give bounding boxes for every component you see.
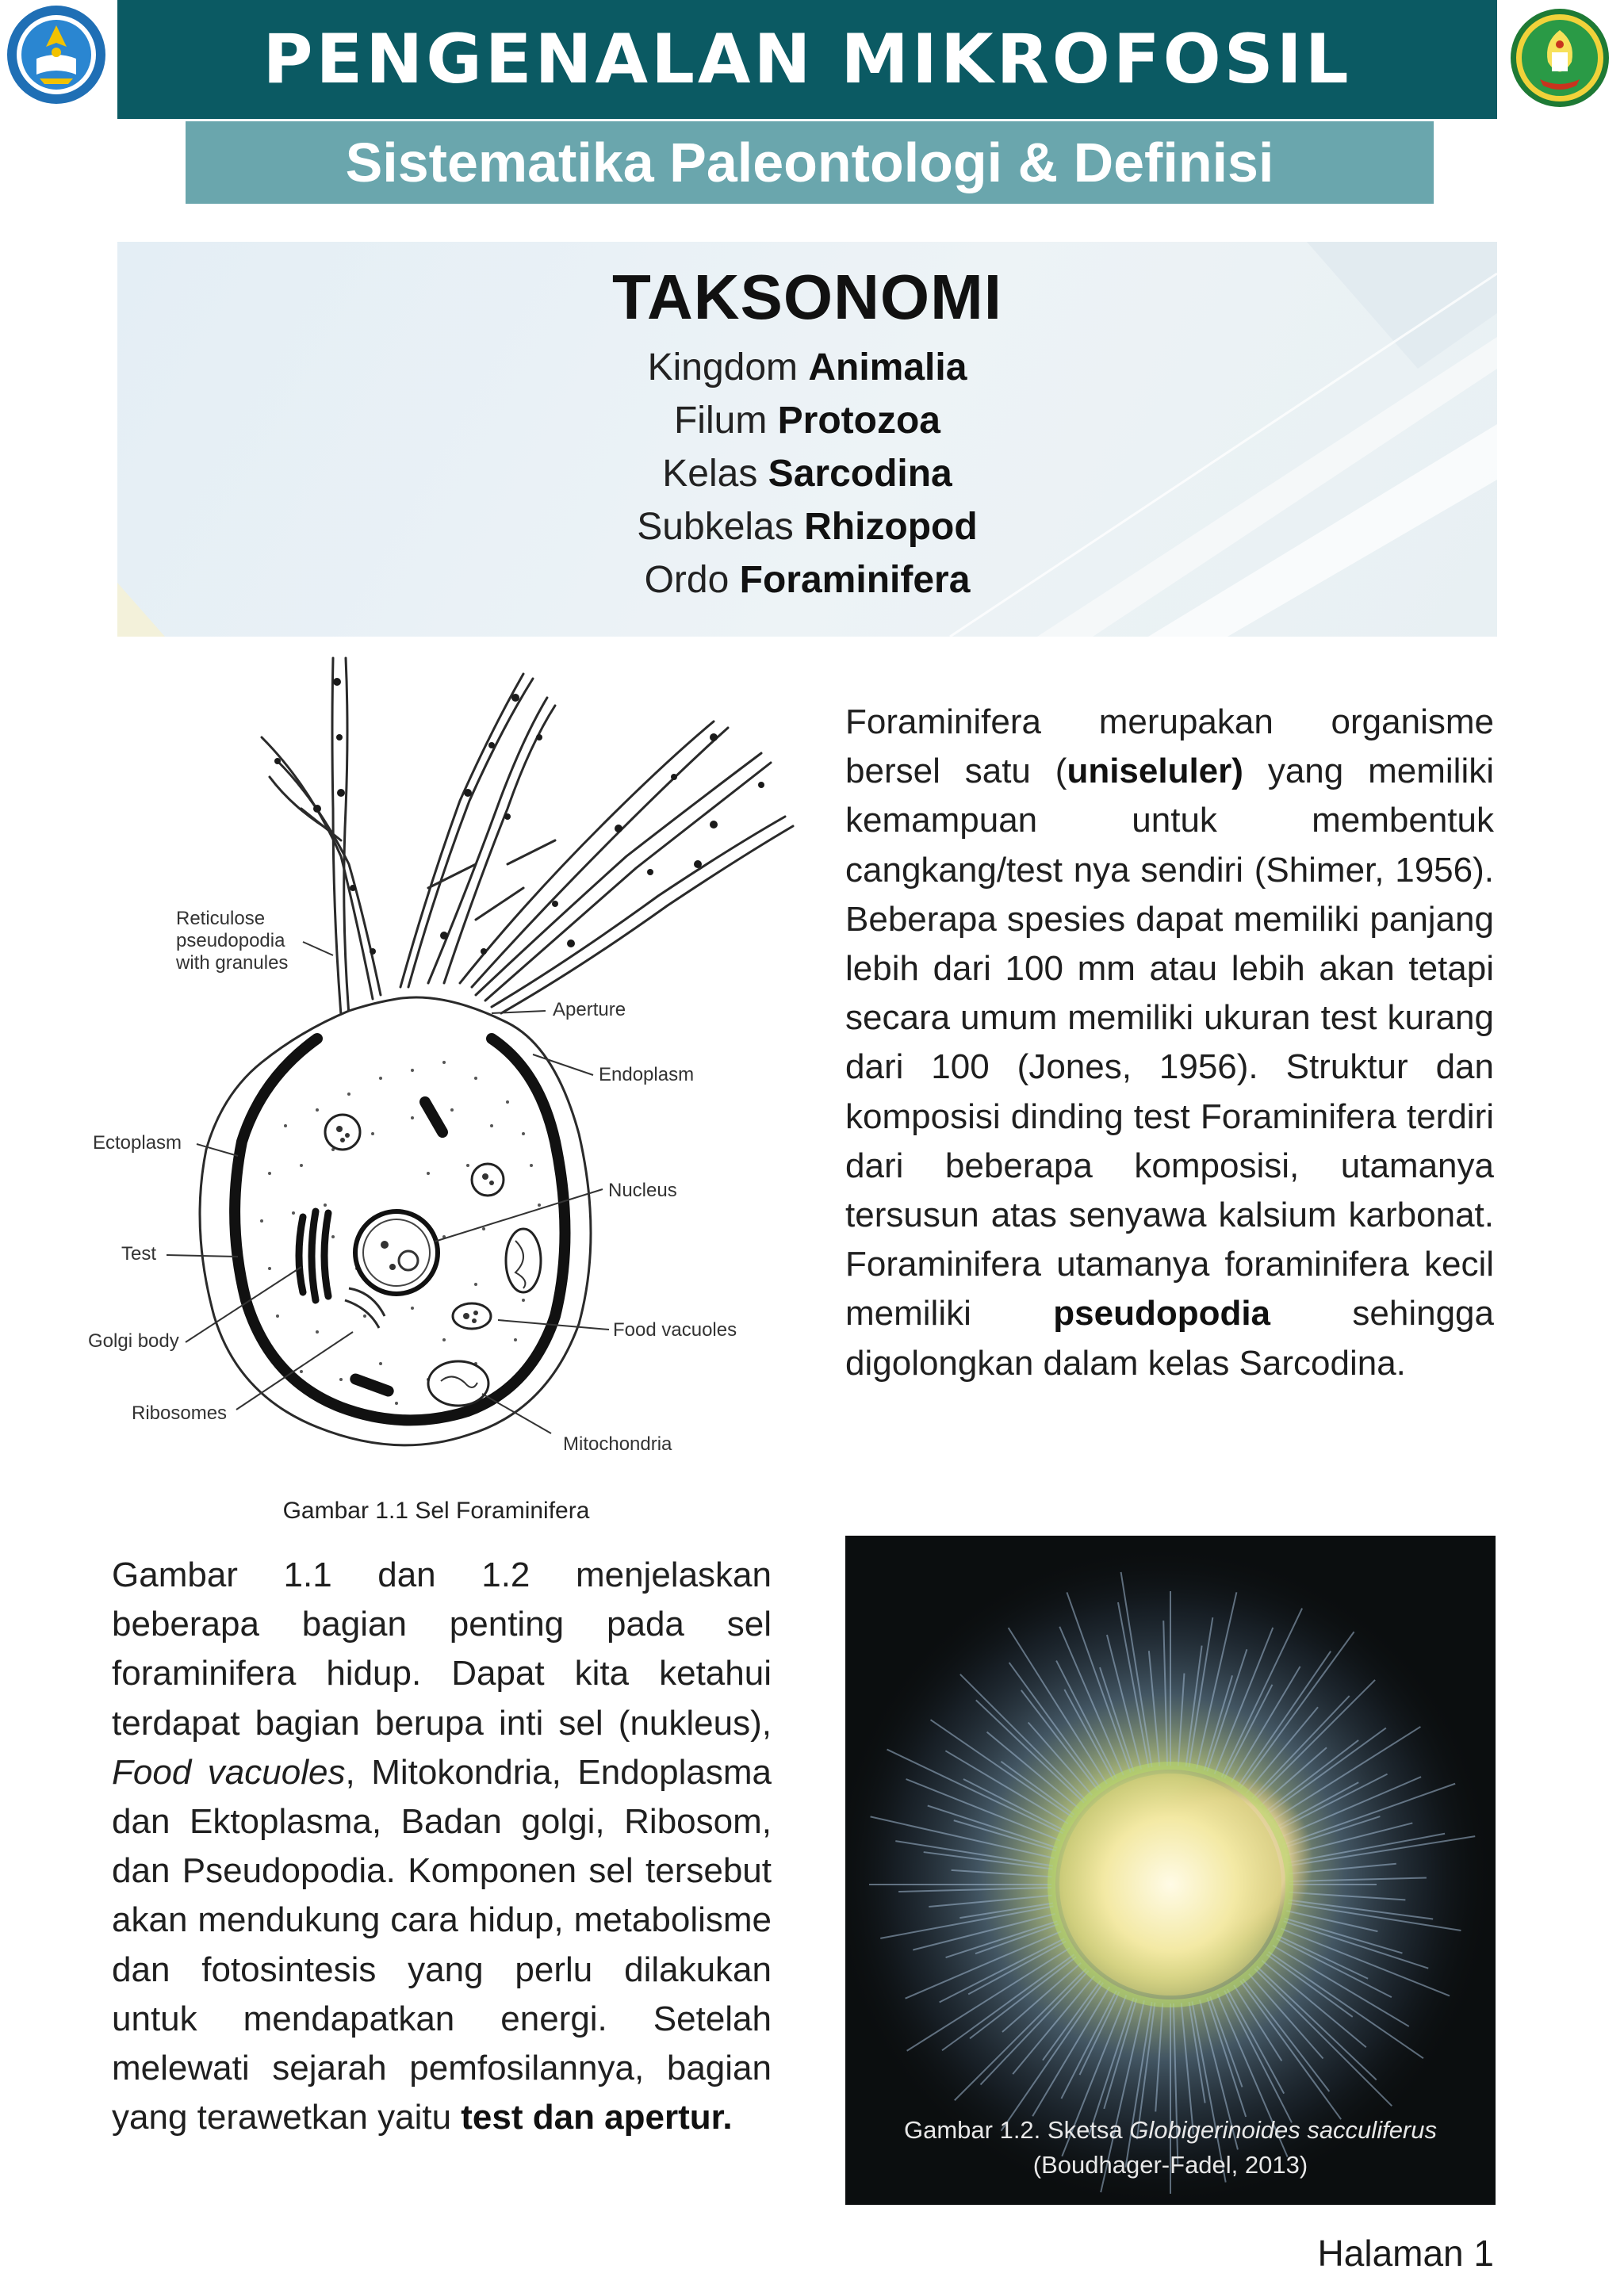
taxonomy-rank-kingdom: Kingdom Animalia bbox=[647, 346, 967, 388]
label-ribosomes: Ribosomes bbox=[132, 1402, 228, 1424]
page-header-title: PENGENALAN MIKROFOSIL bbox=[117, 0, 1497, 119]
figure-2-caption: Gambar 1.2. Sketsa Globigerinoides sacculiferus (Boudhager-Fadel, 2013) bbox=[903, 2116, 1437, 2179]
foraminifera-cell-diagram bbox=[79, 649, 809, 1481]
label-pseudopodia-3: with granules bbox=[176, 952, 289, 974]
university-crest-logo bbox=[1508, 6, 1611, 109]
taxonomy-rank-filum: Filum Protozoa bbox=[673, 400, 940, 442]
page-header-subtitle: Sistematika Paleontologi & Definisi bbox=[186, 121, 1434, 204]
figure-1-caption: Gambar 1.1 Sel Foraminifera bbox=[282, 1498, 590, 1524]
paragraph-foraminifera-definition: Foraminifera merupakan organisme bersel satu (uniseluler) yang memiliki kemampuan untuk membentuk cangkang/test nya sendiri (Shimer, 1956). Beberapa spesies dapat memiliki panjang lebih dari 100 mm atau lebih akan tetapi secara umum memiliki ukuran test kurang dari 100 (Jones, 1956). Struktur dan komposisi dinding test Foraminifera terdiri dari beberapa komposisi, utamanya tersusun atas senyawa kalsium karbonat. Foraminifera utamanya foraminifera kecil memiliki pseudopodia sehingga digolongkan dalam kelas Sarcodina. bbox=[845, 702, 1494, 1383]
taxonomy-title: TAKSONOMI bbox=[612, 262, 1002, 332]
taxonomy-rank-ordo: Ordo Foraminifera bbox=[644, 559, 971, 601]
globigerinoides-photo bbox=[845, 1536, 1496, 2205]
label-mitochondria: Mitochondria bbox=[563, 1433, 672, 1455]
kemdikbud-logo bbox=[5, 3, 108, 106]
nucleus bbox=[355, 1211, 438, 1294]
label-pseudopodia-2: pseudopodia bbox=[176, 930, 285, 951]
pseudopodia-branches bbox=[262, 658, 793, 1015]
label-endoplasm: Endoplasm bbox=[599, 1064, 695, 1085]
taxonomy-box bbox=[117, 242, 1497, 637]
label-test: Test bbox=[121, 1243, 157, 1265]
label-nucleus: Nucleus bbox=[608, 1180, 677, 1201]
paragraph-cell-parts: Gambar 1.1 dan 1.2 menjelaskan beberapa bagian penting pada sel foraminifera hidup. Dapat kita ketahui terdapat bagian berupa inti sel (nukleus), Food vacuoles, Mitokondria, Endoplasma dan Ektoplasma, Badan golgi, Ribosom, dan Pseudopodia. Komponen sel tersebut akan mendukung cara hidup, metabolisme dan fotosintesis yang perlu dilakukan untuk mendapatkan energi. Setelah melewati sejarah pemfosilannya, bagian yang terawetkan yaitu test dan apertur. bbox=[112, 1556, 772, 2137]
label-golgi-body: Golgi body bbox=[88, 1330, 179, 1352]
label-pseudopodia-1: Reticulose bbox=[176, 908, 266, 929]
page-number: Halaman 1 bbox=[1317, 2233, 1494, 2274]
taxonomy-rank-kelas: Kelas Sarcodina bbox=[662, 453, 952, 495]
label-food-vacuoles: Food vacuoles bbox=[613, 1319, 737, 1341]
label-ectoplasm: Ectoplasm bbox=[93, 1132, 182, 1154]
foraminifera-glow-image bbox=[845, 1536, 1496, 2205]
label-aperture: Aperture bbox=[553, 999, 626, 1020]
taxonomy-rank-subkelas: Subkelas Rhizopod bbox=[637, 506, 978, 548]
